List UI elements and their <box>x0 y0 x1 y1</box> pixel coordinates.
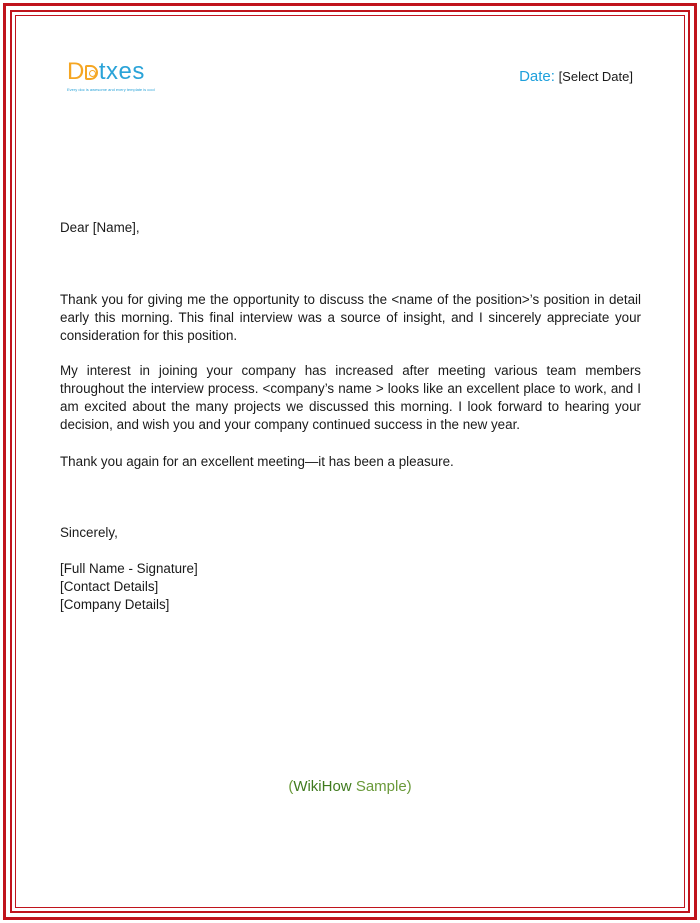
signature-company-details: [Company Details] <box>60 597 170 612</box>
body-paragraph-1: Thank you for giving me the opportunity to discuss the <name of the position>’s position in detail early this morning. This final interview was a source of insight, and I sincerely appreciate your consideration for this position. <box>60 292 641 343</box>
date-label: Date: <box>519 68 555 85</box>
signature-block <box>60 560 641 614</box>
footer-source-note <box>0 778 700 795</box>
date-field[interactable] <box>519 68 633 85</box>
logo-letter-d: D <box>67 58 85 85</box>
closing: Sincerely, <box>60 525 118 540</box>
date-value[interactable]: [Select Date] <box>558 69 633 84</box>
dotxes-logo <box>67 58 177 98</box>
signature-full-name: [Full Name - Signature] <box>60 561 198 576</box>
logo-tagline: Every doc is awesome and every template is cool <box>67 87 155 92</box>
footer-sample-label: Sample) <box>351 778 412 795</box>
body-paragraph-2: My interest in joining your company has increased after meeting various team members throughout the interview process. <company’s name > looks like an excellent place to work, and I am excited about the many projects we discussed this morning. I look forward to hearing your decision, and wish you and your company continued success in the new year. <box>60 363 641 432</box>
footer-source-name: WikiHow <box>293 778 352 795</box>
salutation: Dear [Name], <box>60 220 140 235</box>
footer-open-paren: ( <box>288 778 294 795</box>
body-paragraph-3: Thank you again for an excellent meeting—it has been a pleasure. <box>60 454 454 469</box>
logo-text: txes <box>98 58 145 85</box>
signature-contact-details: [Contact Details] <box>60 579 159 594</box>
logo-document-icon <box>85 65 98 80</box>
logo-wordmark <box>67 58 177 86</box>
